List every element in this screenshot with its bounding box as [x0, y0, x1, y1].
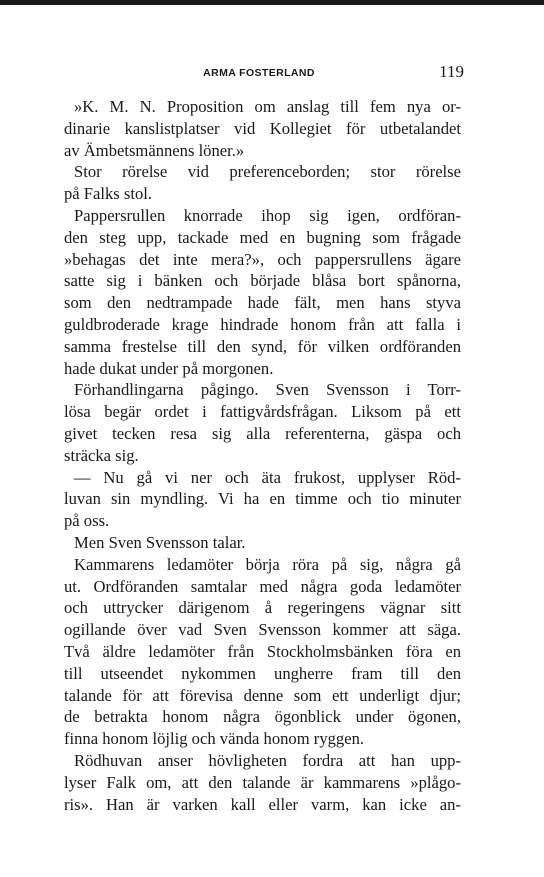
text-line: ut. Ordföranden samtalar med några goda ledamöter — [64, 576, 461, 596]
text-line: Men Sven Svensson talar. — [74, 532, 246, 552]
text-line: av Ämbetsmännens löner.» — [64, 140, 245, 160]
text-line: Kammarens ledamöter börja röra på sig, några gå — [74, 554, 461, 574]
page-number: 119 — [439, 62, 464, 81]
text-line: — Nu gå vi ner och äta frukost, upplyser Röd- — [74, 467, 461, 487]
text-line: de betrakta honom några ögonblick under ögonen, — [64, 707, 461, 727]
text-line: och uttrycker därigenom å regeringens vägnar sitt — [64, 598, 461, 618]
text-line: »K. M. N. Proposition om anslag till fem nya or- — [74, 97, 461, 116]
text-line: den steg upp, tackade med en bugning som frågade — [64, 227, 461, 247]
text-line: dinarie kanslistplatser vid Kollegiet för utbetalandet — [64, 118, 461, 138]
text-line: Rödhuvan anser hövligheten fordra att han upp- — [74, 750, 461, 770]
text-line: till utseendet nykommen ungherre fram till den — [64, 663, 461, 683]
body-text — [64, 96, 461, 815]
text-line: Pappersrullen knorrade ihop sig igen, ordföran- — [74, 205, 461, 225]
text-line: Stor rörelse vid preferenceborden; stor rörelse — [74, 162, 461, 182]
running-head: ARMA FOSTERLAND — [203, 67, 315, 79]
text-line: hade dukat under på morgonen. — [64, 358, 274, 378]
text-line: guldbroderade krage hindrade honom från att falla i — [64, 314, 461, 334]
text-line: talande för att förevisa denne som ett underligt djur; — [64, 685, 461, 705]
text-line: givet tecken resa sig alla referenterna, gäspa och — [64, 423, 461, 443]
text-line: på oss. — [64, 511, 110, 531]
text-line: på Falks stol. — [64, 184, 153, 204]
text-line: lyser Falk om, att den talande är kammarens »plågo- — [64, 772, 461, 792]
text-line: sträcka sig. — [64, 445, 139, 465]
text-line: »behagas det inte mera?», och pappersrullens ägare — [64, 249, 461, 269]
page-header — [54, 62, 464, 84]
page-top-edge — [0, 0, 544, 5]
text-line: satte sig i bänken och började blåsa bort spånorna, — [64, 271, 461, 291]
text-line: lösa begär ordet i fattigvårdsfrågan. Liksom på ett — [64, 402, 461, 422]
text-line: som den nedtrampade hade fält, men hans styva — [64, 293, 461, 313]
text-line: samma frestelse till den synd, för vilken ordföranden — [64, 336, 461, 356]
text-line: ris». Han är varken kall eller varm, kan icke an- — [64, 794, 461, 814]
text-line: finna honom löjlig och vända honom ryggen. — [64, 729, 365, 749]
text-line: luvan sin myndling. Vi ha en timme och tio minuter — [64, 489, 461, 509]
text-line: Förhandlingarna pågingo. Sven Svensson i Torr- — [74, 380, 461, 400]
text-line: ogillande över vad Sven Svensson kommer att säga. — [64, 620, 461, 640]
text-line: Två äldre ledamöter från Stockholmsbänken föra en — [64, 641, 461, 661]
